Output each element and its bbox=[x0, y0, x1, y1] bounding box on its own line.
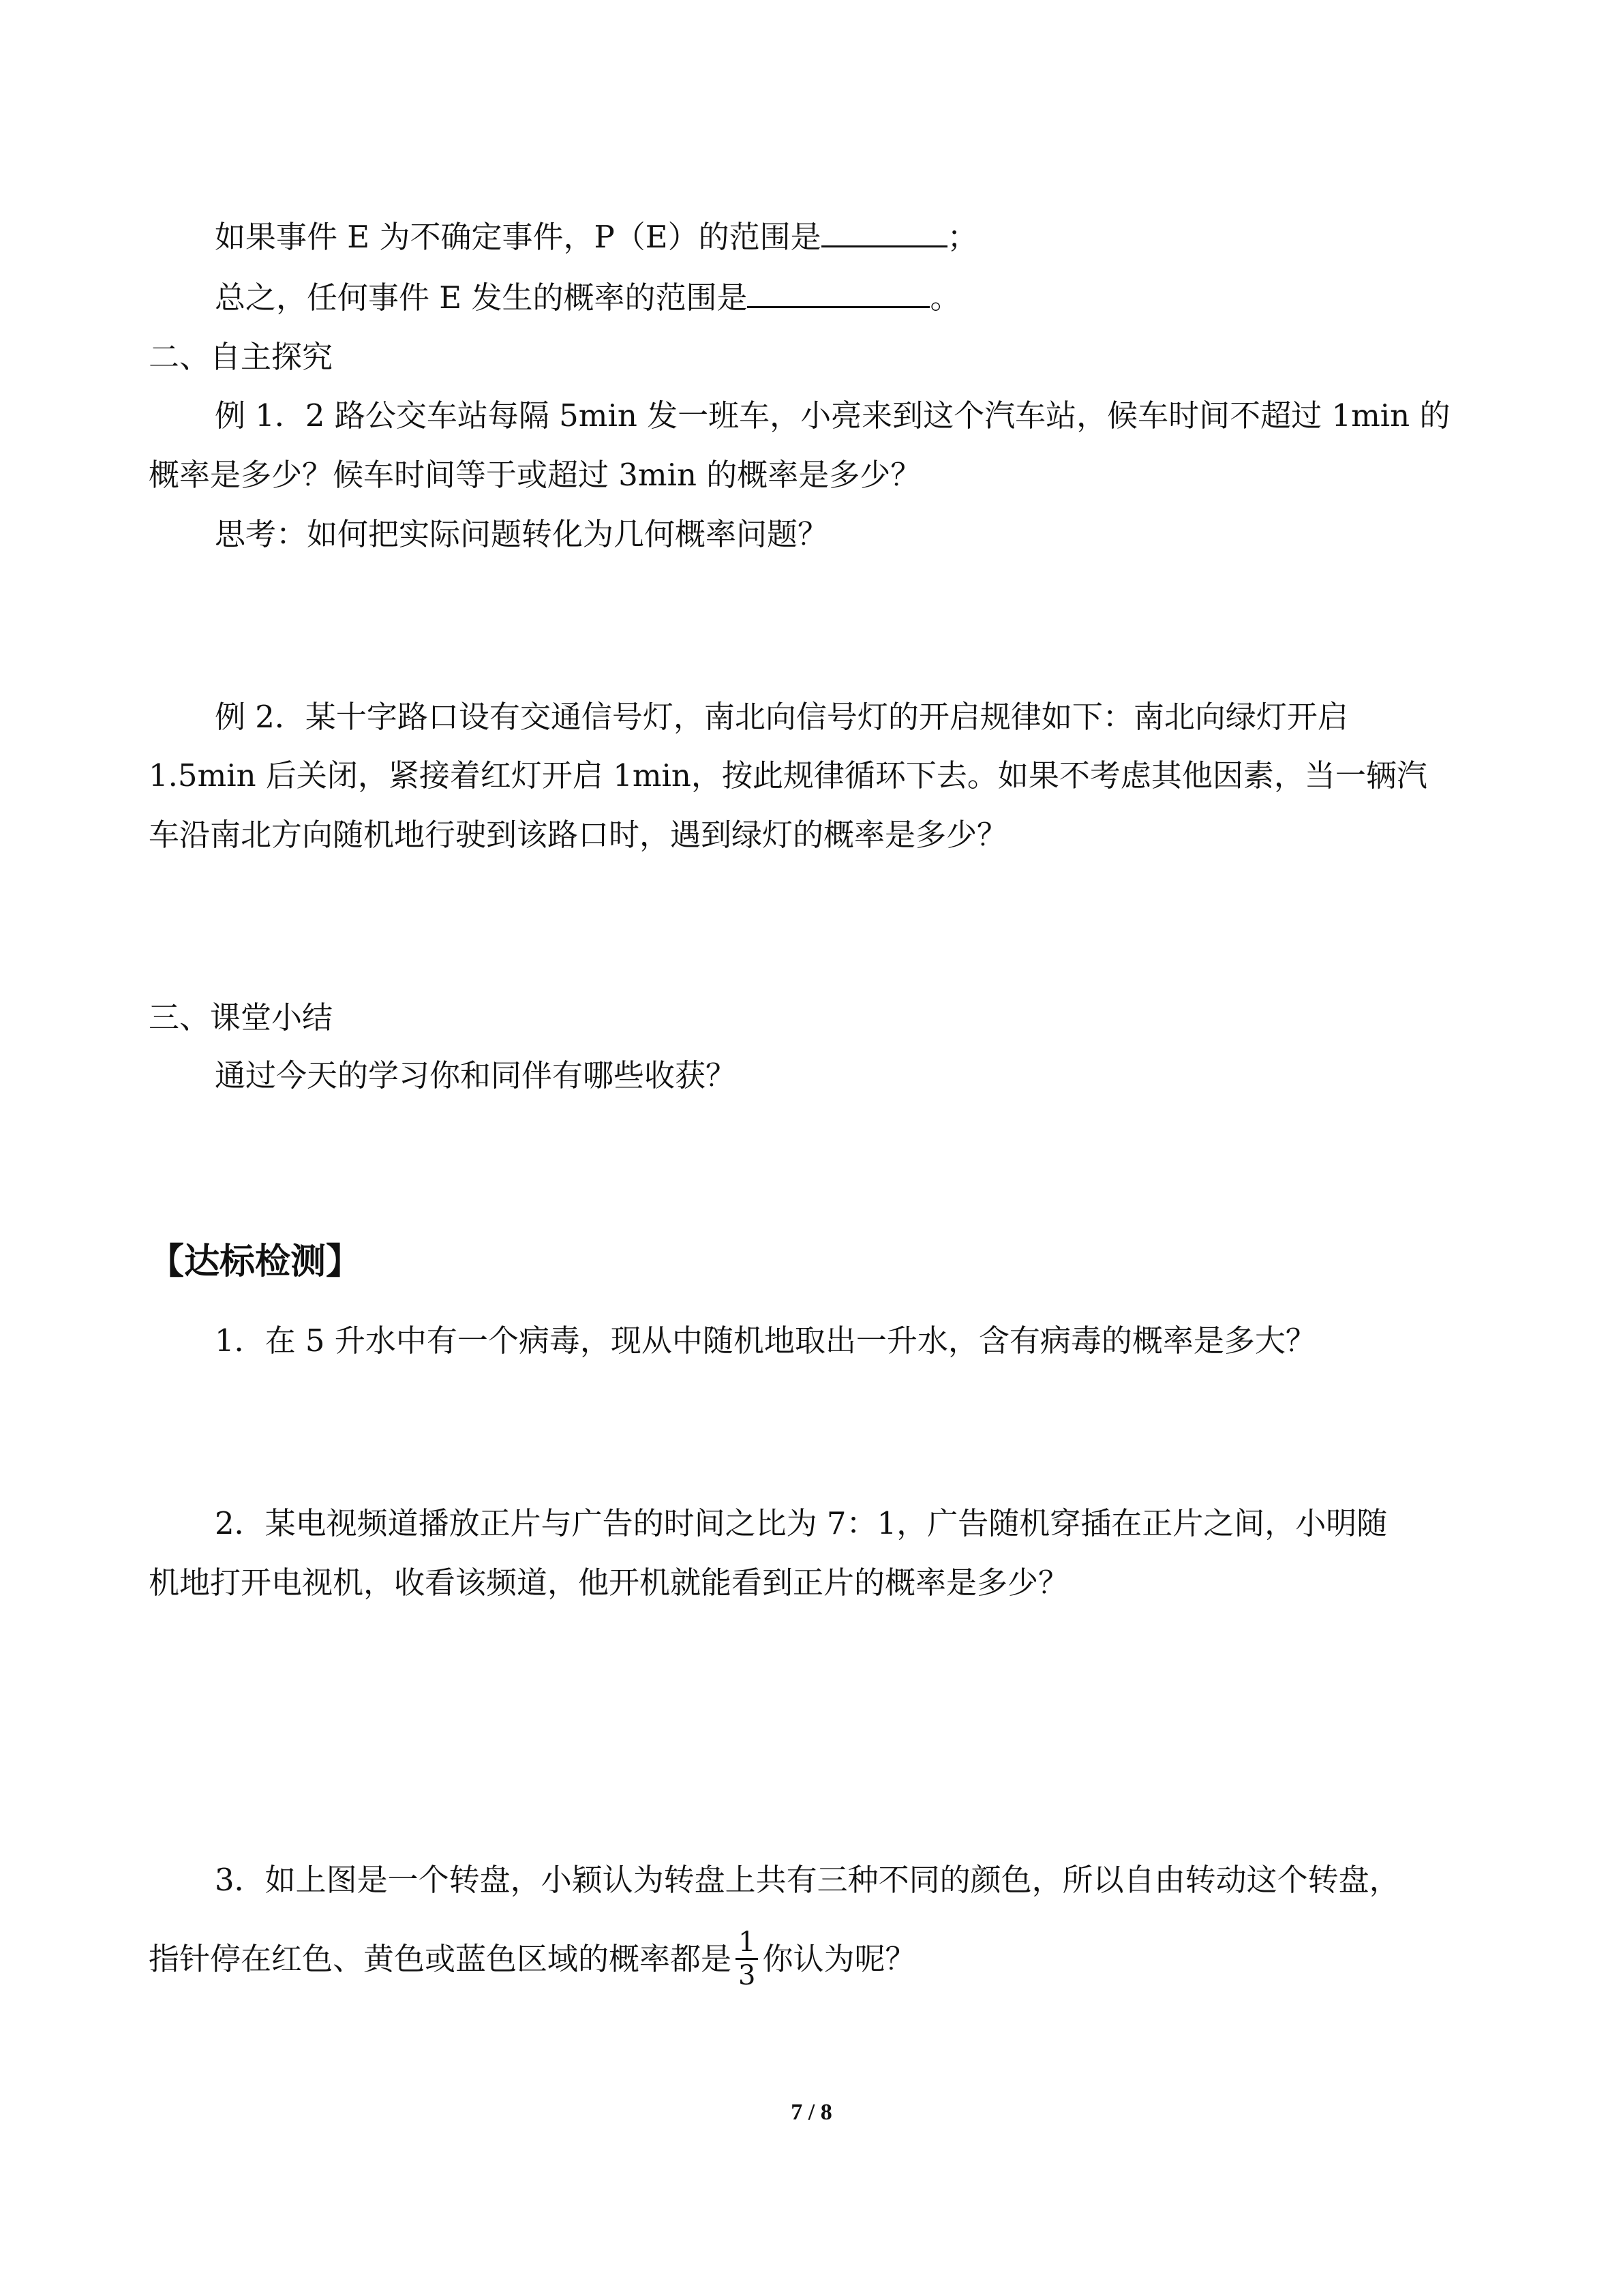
example2-line3: 车沿南北方向随机地行驶到该路口时，遇到绿灯的概率是多少？ bbox=[149, 817, 1008, 853]
check-question-2-line2: 机地打开电视机，收看该频道，他开机就能看到正片的概率是多少？ bbox=[149, 1565, 1070, 1601]
think-question: 思考：如何把实际问题转化为几何概率问题？ bbox=[215, 516, 829, 552]
answer-blank-1[interactable] bbox=[821, 215, 947, 247]
page-number: 7 / 8 bbox=[791, 2100, 832, 2125]
check-question-3-line2 bbox=[149, 1929, 915, 1994]
check-question-3-line1: 3．如上图是一个转盘，小颖认为转盘上共有三种不同的颜色，所以自由转动这个转盘， bbox=[215, 1862, 1400, 1898]
answer-blank-2[interactable] bbox=[747, 276, 930, 308]
example2-line2: 1.5min 后关闭，紧接着红灯开启 1min，按此规律循环下去。如果不考虑其他因素，当一辆汽 bbox=[149, 757, 1427, 794]
check-question-1: 1．在 5 升水中有一个病毒，现从中随机地取出一升水，含有病毒的概率是多大？ bbox=[215, 1323, 1316, 1359]
check-heading: 【达标检测】 bbox=[149, 1241, 362, 1282]
example1-line1: 例 1．2 路公交车站每隔 5min 发一班车，小亮来到这个汽车站，候车时间不超过 1min 的 bbox=[215, 397, 1451, 434]
range-uncertain-text: 如果事件 E 为不确定事件，P（E）的范围是 bbox=[215, 219, 821, 255]
range-uncertain-event-line bbox=[215, 215, 978, 258]
line1-punct: ； bbox=[947, 219, 978, 255]
one-third-fraction bbox=[735, 1927, 758, 1991]
section2-title: 二、自主探究 bbox=[149, 339, 333, 375]
line2-punct: 。 bbox=[930, 280, 961, 316]
q3-text-before: 指针停在红色、黄色或蓝色区域的概率都是 bbox=[149, 1941, 732, 1977]
example1-line2: 概率是多少？候车时间等于或超过 3min 的概率是多少？ bbox=[149, 457, 922, 493]
q3-text-after: 你认为呢？ bbox=[762, 1941, 916, 1977]
range-any-event-line bbox=[215, 276, 960, 318]
example2-line1: 例 2．某十字路口设有交通信号灯，南北向信号灯的开启规律如下：南北向绿灯开启 bbox=[215, 699, 1348, 735]
fraction-denominator: 3 bbox=[738, 1960, 756, 1991]
range-any-text: 总之，任何事件 E 发生的概率的范围是 bbox=[215, 280, 748, 316]
summary-question: 通过今天的学习你和同伴有哪些收获？ bbox=[215, 1057, 737, 1093]
fraction-numerator: 1 bbox=[735, 1927, 758, 1960]
section3-title: 三、课堂小结 bbox=[149, 999, 333, 1036]
check-question-2-line1: 2．某电视频道播放正片与广告的时间之比为 7：1，广告随机穿插在正片之间，小明随 bbox=[215, 1505, 1388, 1541]
